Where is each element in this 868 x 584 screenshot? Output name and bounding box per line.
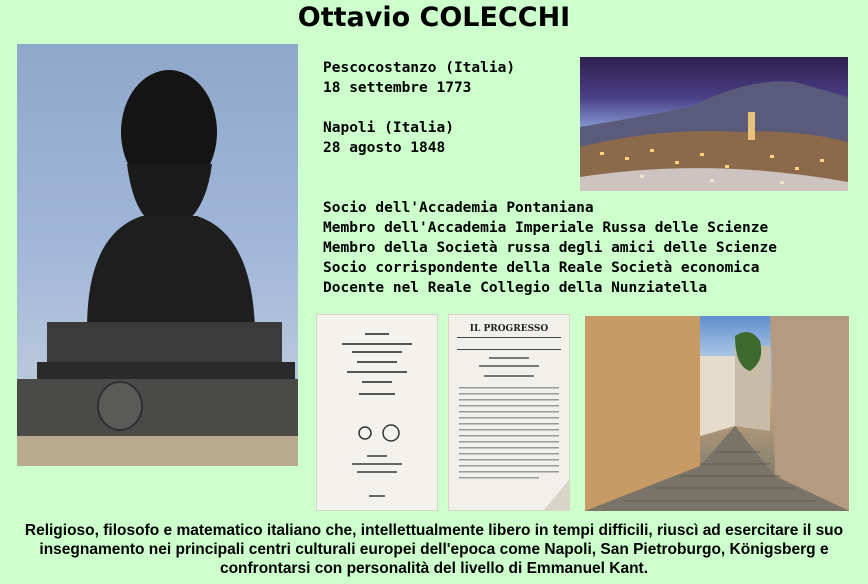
death-place: Napoli (Italia) [323, 120, 454, 136]
death-date: 28 agosto 1848 [323, 140, 446, 156]
affiliations-list [323, 198, 777, 298]
street-photo [585, 316, 849, 511]
affiliation-item: Membro dell'Accademia Imperiale Russa delle Scienze [323, 220, 769, 236]
birth-date: 18 settembre 1773 [323, 80, 472, 96]
journal-page-photo [448, 314, 570, 511]
affiliation-item: Socio dell'Accademia Pontaniana [323, 200, 594, 216]
birth-place: Pescocostanzo (Italia) [323, 60, 516, 76]
biography-text: Religioso, filosofo e matematico italiano che, intellettualmente libero in tempi difficili, riuscì ad esercitare il suo insegnamento nei principali centri culturali europei dell'epoca come Napoli, San Pietroburgo, Königsberg e confrontarsi con personalità del livello di Emmanuel Kant. [24, 522, 844, 577]
affiliation-item: Membro della Società russa degli amici delle Scienze [323, 240, 777, 256]
affiliation-item: Socio corrispondente della Reale Società economica [323, 260, 760, 276]
bust-photo [17, 44, 298, 466]
journal-header: IL PROGRESSO [469, 324, 549, 334]
affiliation-item: Docente nel Reale Collegio della Nunziatella [323, 280, 708, 296]
page-title: Ottavio COLECCHI [297, 2, 571, 33]
death-info [323, 118, 454, 158]
birth-info [323, 58, 515, 98]
town-night-photo [580, 57, 848, 191]
book-frontispiece-photo [316, 314, 438, 511]
